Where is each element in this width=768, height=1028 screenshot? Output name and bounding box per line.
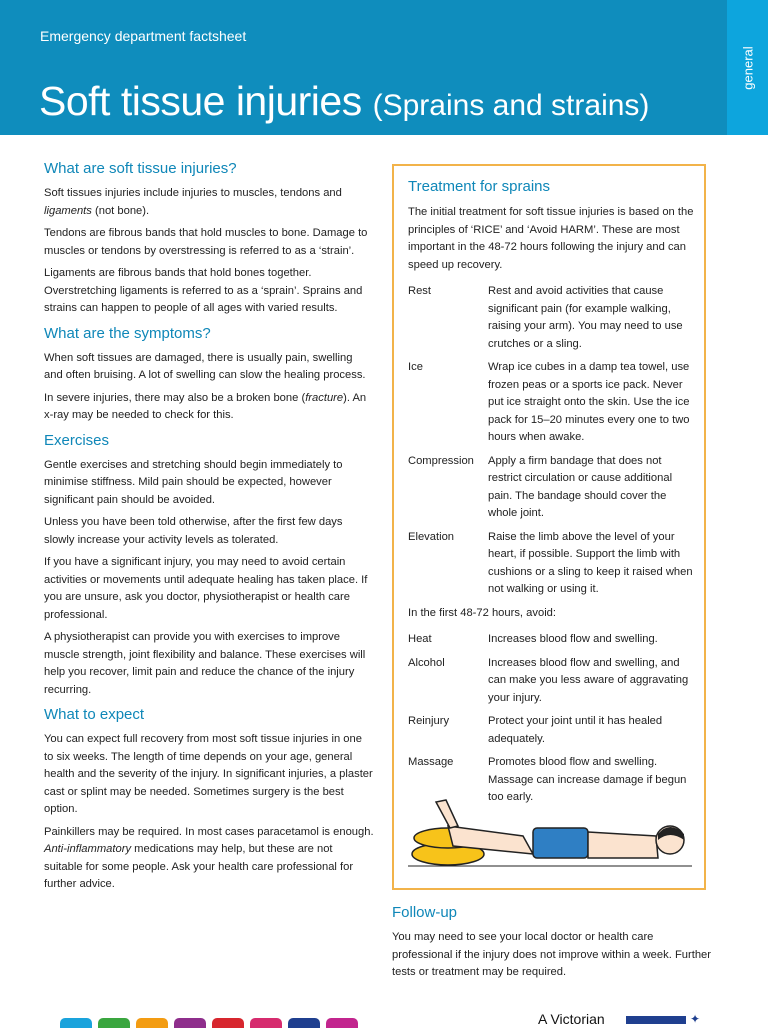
rice-term: Elevation [408,530,455,543]
section-expect [44,706,374,894]
rice-list [408,283,696,599]
rice-term: Rest [408,285,432,297]
treatment-intro [408,204,696,274]
heading-expect: What to expect [44,706,145,723]
service-icon-8 [326,1018,358,1028]
symptoms-p2-b: ). An x-ray may be needed to check for this. [44,391,367,421]
what-p1-em: ligaments [44,204,92,217]
footer-brand: A Victorian [538,1011,605,1027]
avoid-a: In the first 48-72 hours, [408,606,527,619]
intro-c: ’. These are most important in the 48-72 hours following the injury and can speed up recovery. [408,223,686,271]
harm-row [408,631,696,649]
intro-a: The initial treatment for soft tissue injuries is based on the principles of ‘ [408,206,694,236]
what-p3: Ligaments are fibrous bands that hold bones together. Overstretching ligaments is referred to as a ‘sprain’. Sprains and strains can happen to people of all ages with varied results. [44,267,363,314]
header-banner [0,0,727,135]
exercises-p2: Unless you have been told otherwise, after the first few days slowly increase your activity levels as tolerated. [44,516,343,546]
what-p1 [44,185,374,220]
followup-p1: You may need to see your local doctor or health care professional if the injury does not improve within a week. Further tests or treatment may be required. [392,931,711,978]
rice-def: Raise the limb above the level of your heart, if possible. Support the limb with cushions or a sling to keep it raised when not walking or using it. [488,530,693,595]
what-p1-a: Soft tissues injuries include injuries to muscles, tendons and [44,187,342,199]
what-p1-b: (not bone). [91,204,150,217]
avoid-c: : [552,606,557,619]
expect-p2-b: medications may help, but these are not suitable for some people. Ask your health care professional for further advice. [44,843,354,890]
section-followup [392,904,712,987]
avoid-b: avoid [526,606,553,619]
elevated-leg-illustration [408,796,692,878]
rice-row [408,529,696,599]
rice-term: Ice [408,361,423,373]
symptoms-p2-em: fracture [305,391,344,404]
what-p2: Tendons are fibrous bands that hold muscles to bone. Damage to muscles or tendons by overstressing is referred to as a ‘strain’. [44,227,368,257]
harm-def: Increases blood flow and swelling, and can make you less aware of aggravating your injury. [488,656,689,704]
title-main: Soft tissue injuries [39,78,362,124]
footer-logo-mark-icon: ✦ [690,1012,701,1026]
title-subtitle: (Sprains and strains) [372,89,650,122]
treatment-box [392,164,706,890]
harm-list [408,631,696,807]
service-icon-5 [212,1018,244,1028]
harm-term: Heat [408,633,432,645]
heading-treatment: Treatment for sprains [408,178,550,195]
harm-term: Reinjury [408,715,450,727]
heading-followup: Follow-up [392,904,458,921]
expect-p2-a: Painkillers may be required. In most cases paracetamol is enough. [44,825,374,838]
service-icon-4 [174,1018,206,1028]
left-column [44,160,374,901]
expect-p2-em: Anti-inflammatory [44,843,132,855]
page-title [39,78,649,125]
harm-def: Promotes blood flow and swelling. Massage can increase damage if begun too early. [488,756,687,803]
rice-def: Apply a firm bandage that does not restrict circulation or cause additional pain. The bandage should cover the whole joint. [488,454,673,519]
factsheet-kicker: Emergency department factsheet [40,28,247,44]
category-tab [727,0,768,135]
service-icon-1 [60,1018,92,1028]
expect-p1: You can expect full recovery from most soft tissue injuries in one to six weeks. The length of time depends on your age, general health and the severity of the injury. In significant injuries, a plaster cast or splint may be needed. Sometimes surgery is the best option. [44,733,373,815]
harm-def: Protect your joint until it has healed adequately. [488,715,663,745]
heading-symptoms: What are the symptoms? [44,324,211,342]
exercises-p4: A physiotherapist can provide you with exercises to improve muscle strength, joint flexibility and balance. These exercises will help you recover, limit pain and reduce the chance of the injury recurring. [44,631,366,696]
rice-def: Wrap ice cubes in a damp tea towel, use frozen peas or a sports ice pack. Never put ice straight onto the skin. Use the ice pack for 15–20 minutes every one to two hours when awake. [488,361,690,443]
intro-b: ’ and ‘Avoid [500,223,561,236]
section-exercises [44,432,374,700]
rice-row [408,359,696,447]
treatment-content [408,178,696,813]
footer-service-icons [60,1018,358,1028]
harm-term: Massage [408,756,454,768]
service-icon-6 [250,1018,282,1028]
rice-row [408,453,696,523]
intro-harm: HARM [560,223,594,236]
symptoms-p1: When soft tissues are damaged, there is usually pain, swelling and often bruising. A lot of swelling can slow the healing process. [44,351,366,381]
heading-what: What are soft tissue injuries? [44,160,237,177]
category-tab-label: general [740,46,755,90]
expect-p2 [44,824,374,894]
section-symptoms [44,325,374,425]
avoid-intro [408,605,696,623]
footer-logo-bar [626,1016,686,1024]
heading-exercises: Exercises [44,431,110,449]
service-icon-2 [98,1018,130,1028]
symptoms-p2 [44,390,374,425]
harm-row [408,713,696,748]
rice-term: Compression [408,454,474,467]
harm-row [408,655,696,708]
service-icon-7 [288,1018,320,1028]
intro-rice: RICE [473,223,501,236]
exercises-p1: Gentle exercises and stretching should begin immediately to minimise stiffness. Mild pain should be expected, however significant pain should be avoided. [44,458,343,506]
symptoms-p2-a: In severe injuries, there may also be a broken bone ( [44,391,306,404]
section-what [44,160,374,318]
service-icon-3 [136,1018,168,1028]
harm-term: Alcohol [408,656,445,669]
exercises-p3: If you have a significant injury, you may need to avoid certain activities or movements until adequate healing has taken place. If you are unsure, ask you doctor, physiotherapist or health care professional. [44,556,368,621]
rice-def: Rest and avoid activities that cause significant pain (for example walking, raising your arm). You may need to use crutches or a sling. [488,285,683,350]
rice-row [408,283,696,353]
harm-def: Increases blood flow and swelling. [488,633,658,645]
